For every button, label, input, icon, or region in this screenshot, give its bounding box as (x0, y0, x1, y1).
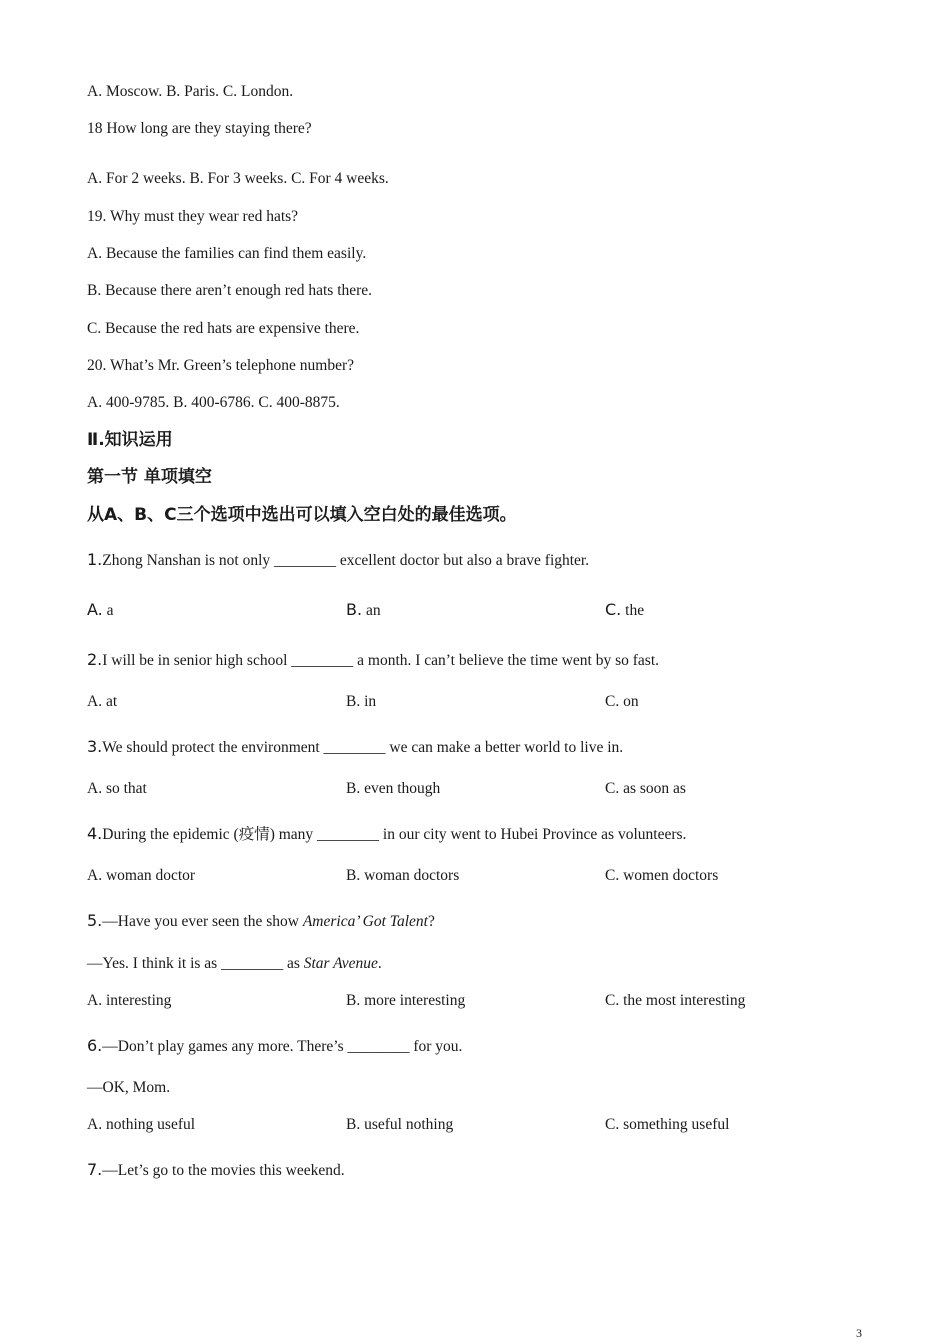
q6-option-c: C. something useful (605, 1116, 730, 1133)
page-number: 3 (856, 1326, 862, 1340)
q1-option-b (346, 600, 381, 621)
q5-option-b: B. more interesting (346, 992, 466, 1009)
q19-question: 19. Why must they wear red hats? (87, 208, 299, 225)
question-6-reply: —OK, Mom. (87, 1079, 171, 1096)
question-text: I will be in senior high school ________ a month. I can’t believe the time went by so fast. (102, 652, 660, 669)
option-label: C. (605, 600, 622, 619)
q5-option-c: C. the most interesting (605, 992, 746, 1009)
show-title: Star Avenue (303, 955, 378, 972)
option-text: a (106, 602, 114, 619)
q6-option-a: A. nothing useful (87, 1116, 196, 1133)
question-text: —Don’t play games any more. There’s ________ for you. (102, 1038, 463, 1055)
question-text-end: ? (428, 913, 435, 930)
q2-option-b: B. in (346, 693, 377, 710)
q5-option-a: A. interesting (87, 992, 172, 1009)
show-title: America’ Got Talent (302, 913, 428, 930)
q4-option-c: C. women doctors (605, 867, 719, 884)
option-label: B. (346, 600, 363, 619)
q20-options: A. 400-9785. B. 400-6786. C. 400-8875. (87, 394, 340, 411)
q19-option-b: B. Because there aren’t enough red hats there. (87, 282, 373, 299)
q18-question: 18 How long are they staying there? (87, 120, 312, 137)
question-5 (87, 911, 435, 932)
q4-option-b: B. woman doctors (346, 867, 460, 884)
q4-option-a: A. woman doctor (87, 867, 196, 884)
question-number: 3. (87, 737, 103, 756)
question-number: 5. (87, 911, 103, 930)
subsection-title: 第一节 单项填空 (87, 467, 212, 487)
q18-options: A. For 2 weeks. B. For 3 weeks. C. For 4 weeks. (87, 170, 389, 187)
question-2 (87, 650, 659, 671)
q6-option-b: B. useful nothing (346, 1116, 454, 1133)
question-number: 1. (87, 550, 103, 569)
q20-question: 20. What’s Mr. Green’s telephone number? (87, 357, 355, 374)
question-number: 2. (87, 650, 103, 669)
q2-option-c: C. on (605, 693, 639, 710)
q1-option-a (87, 600, 114, 621)
option-label: A. (87, 600, 103, 619)
q3-option-b: B. even though (346, 780, 441, 797)
question-text: —Let’s go to the movies this weekend. (102, 1162, 345, 1179)
q1-option-c (605, 600, 644, 621)
question-number: 4. (87, 824, 103, 843)
question-3 (87, 737, 623, 758)
question-7 (87, 1160, 345, 1181)
question-text: —Have you ever seen the show (102, 913, 303, 930)
instruction: 从A、B、C三个选项中选出可以填入空白处的最佳选项。 (87, 505, 517, 525)
question-text: During the epidemic (疫情) many ________ in our city went to Hubei Province as volunteers. (102, 826, 687, 843)
part-title: Ⅱ.知识运用 (87, 430, 173, 450)
question-number: 6. (87, 1036, 103, 1055)
q3-option-a: A. so that (87, 780, 147, 797)
reply-text-end: . (377, 955, 382, 972)
option-text: an (365, 602, 381, 619)
q3-option-c: C. as soon as (605, 780, 686, 797)
option-text: the (625, 602, 645, 619)
reply-text: —Yes. I think it is as ________ as (87, 955, 304, 972)
question-5-reply (87, 954, 382, 974)
question-number: 7. (87, 1160, 103, 1179)
question-text: Zhong Nanshan is not only ________ excellent doctor but also a brave fighter. (102, 552, 590, 569)
q19-option-c: C. Because the red hats are expensive there. (87, 320, 360, 337)
q17-options: A. Moscow. B. Paris. C. London. (87, 83, 294, 100)
question-text: We should protect the environment ________ we can make a better world to live in. (102, 739, 624, 756)
question-6 (87, 1036, 462, 1057)
q19-option-a: A. Because the families can find them easily. (87, 245, 367, 262)
q2-option-a: A. at (87, 693, 118, 710)
question-1 (87, 550, 589, 571)
question-4 (87, 824, 686, 845)
